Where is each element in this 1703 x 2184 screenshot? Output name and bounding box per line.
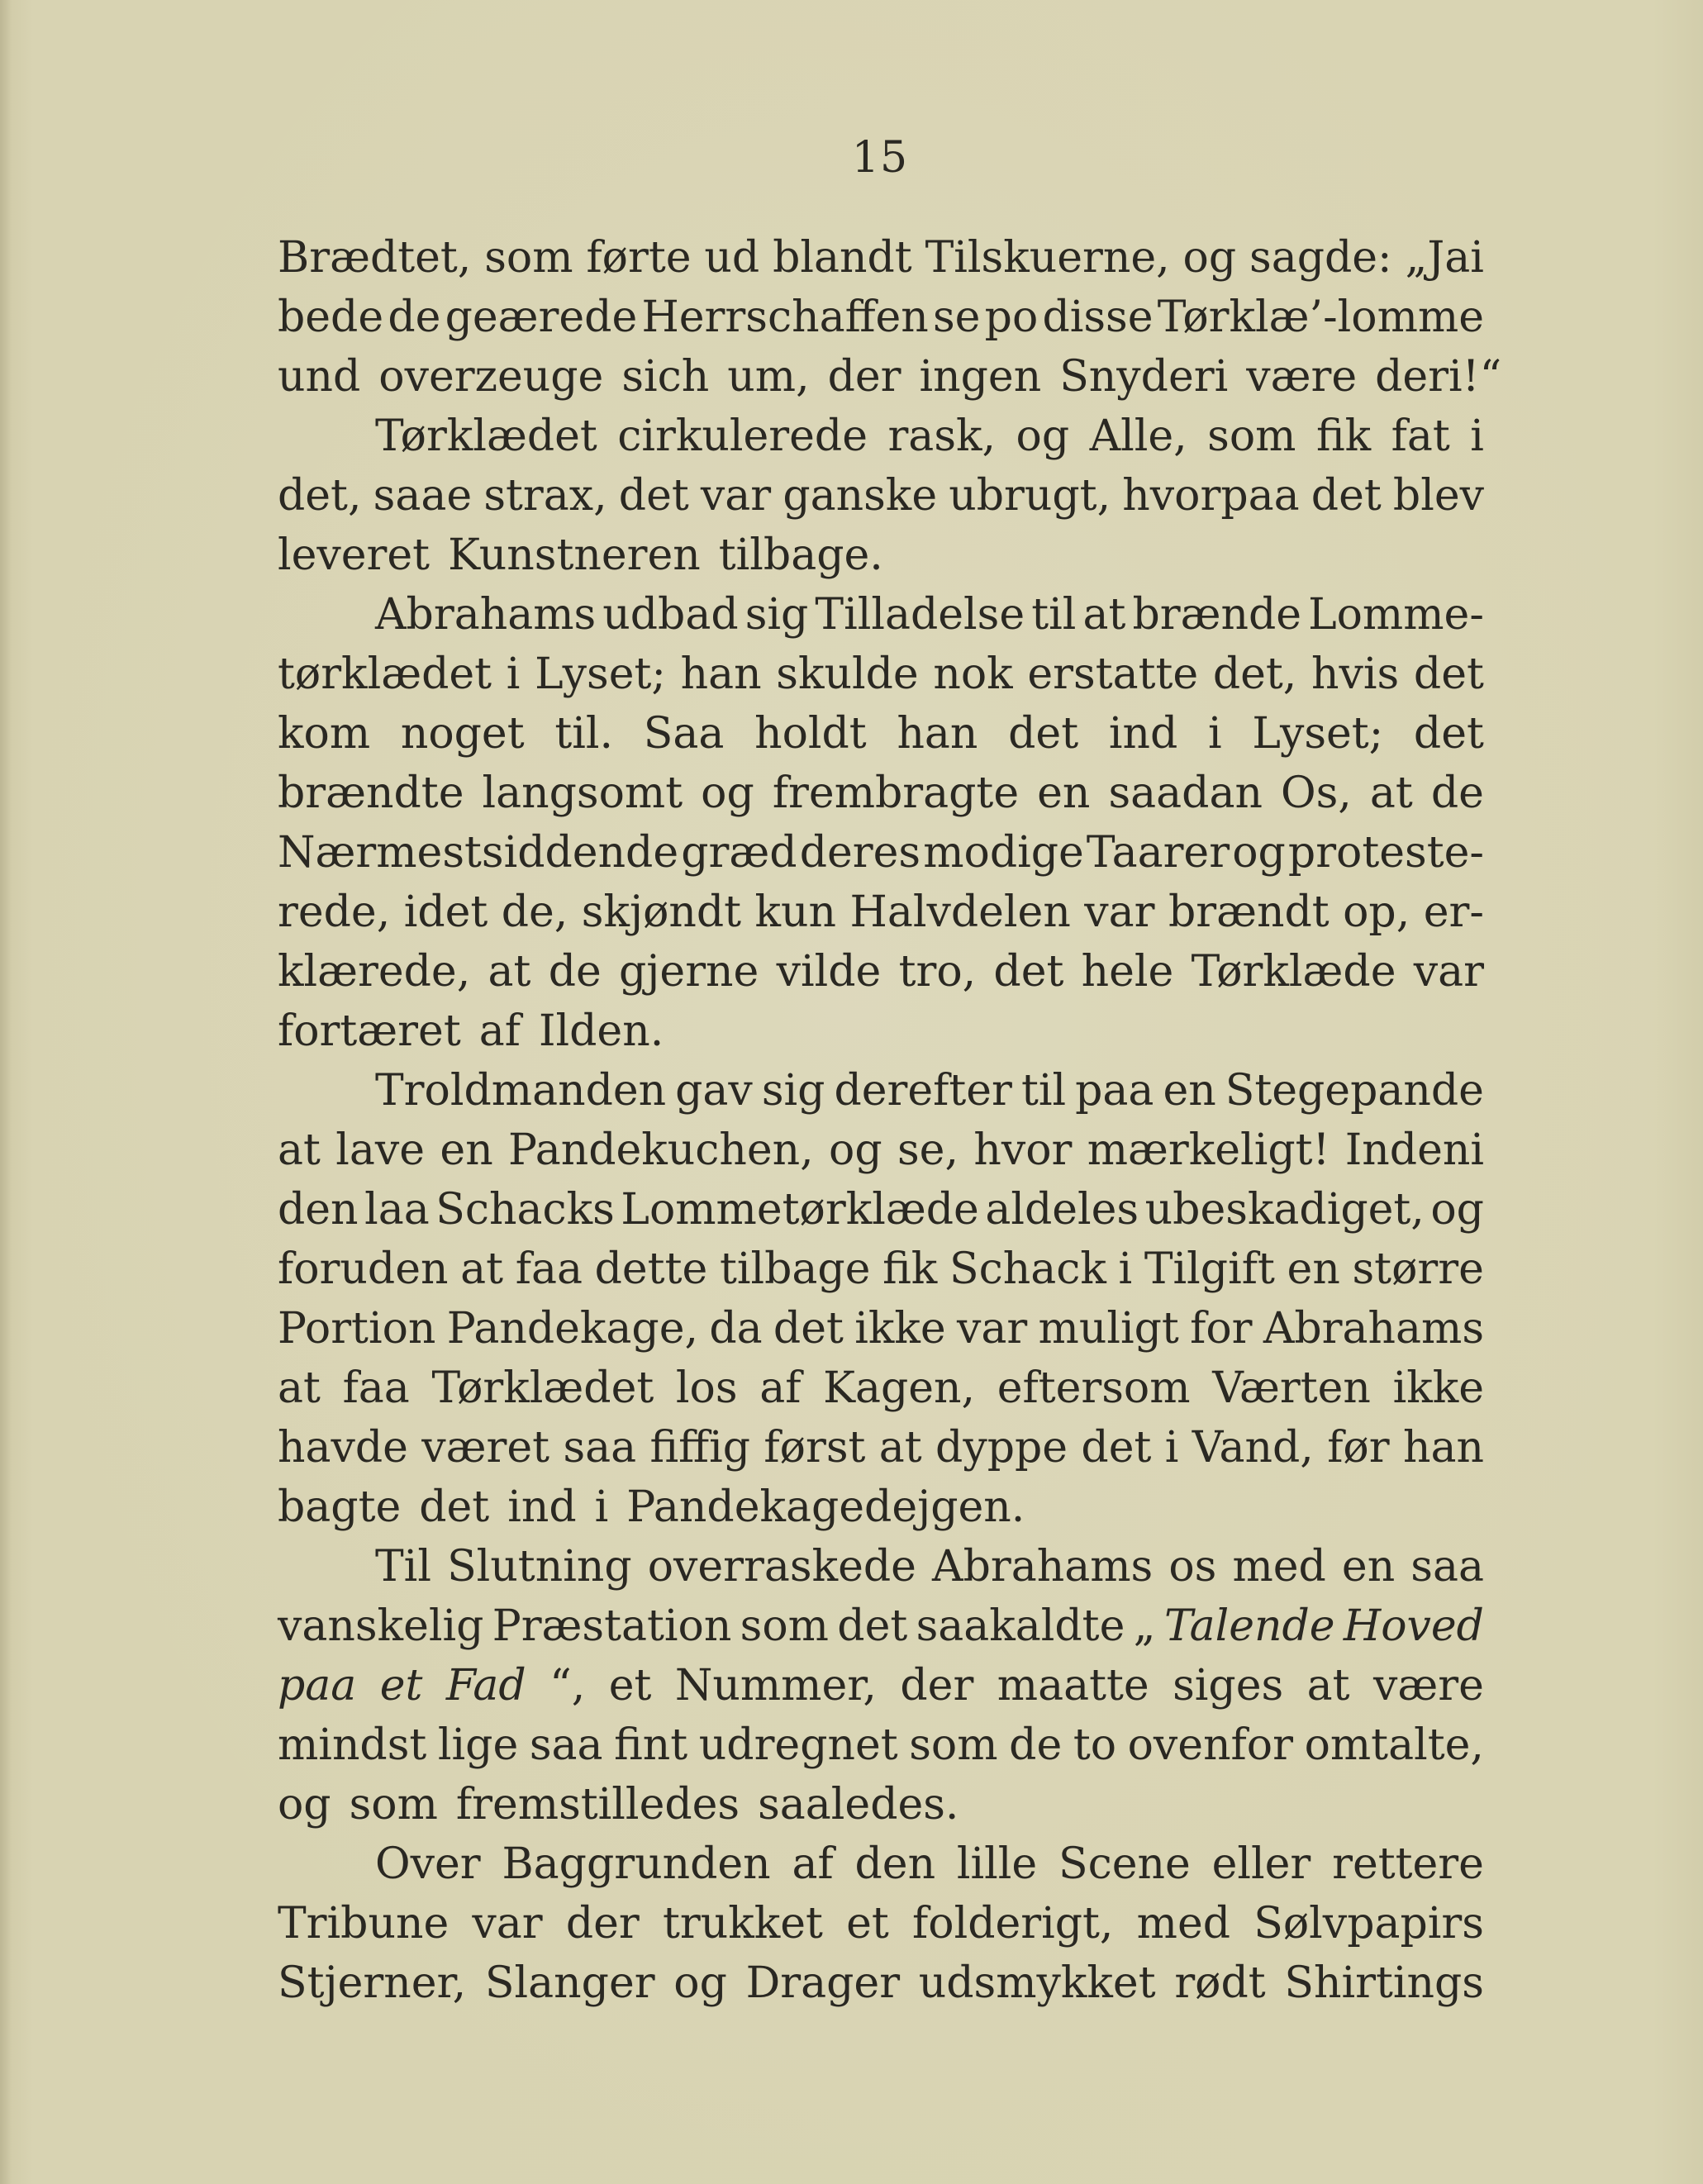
word: fiffig <box>649 1423 751 1473</box>
word: som <box>1207 412 1296 461</box>
word: fik <box>1315 412 1372 461</box>
word: til <box>1020 1066 1067 1116</box>
word: en <box>1341 1542 1396 1592</box>
word: blandt <box>773 233 912 283</box>
word: Lyset; <box>1252 709 1384 759</box>
text-line <box>278 526 1484 585</box>
word: et <box>608 1661 652 1711</box>
word: sig <box>744 590 809 640</box>
word: frembragte <box>772 768 1020 818</box>
word: Slutning <box>447 1542 632 1592</box>
text-line <box>278 883 1484 942</box>
word: førte <box>586 233 692 283</box>
word: mærkeligt! <box>1087 1125 1330 1175</box>
word: po <box>984 293 1039 342</box>
word: cirkulerede <box>617 412 868 461</box>
word: en <box>1287 1244 1340 1294</box>
word: maatte <box>997 1661 1149 1711</box>
text-line <box>278 764 1484 823</box>
word: kom <box>278 709 371 759</box>
word: siges <box>1173 1661 1284 1711</box>
word: græd <box>681 828 797 878</box>
word: Til <box>375 1542 431 1592</box>
word: Vand, <box>1192 1423 1314 1473</box>
word: hvorpaa <box>1122 471 1300 521</box>
word: der <box>565 1899 640 1948</box>
word: var <box>700 471 772 521</box>
text-line <box>278 407 1484 466</box>
word: fremstilledes <box>455 1780 740 1830</box>
word: Alle, <box>1089 412 1187 461</box>
word: som <box>349 1780 438 1830</box>
word: blev <box>1392 471 1484 521</box>
word: modige <box>923 828 1084 878</box>
word: Abrahams <box>1263 1304 1484 1354</box>
word: Hoved <box>1343 1601 1484 1651</box>
word: rask, <box>887 412 997 461</box>
word: Drager <box>745 1958 901 2008</box>
word: de <box>388 293 441 342</box>
word: rettere <box>1332 1839 1484 1889</box>
word: faa <box>515 1244 583 1294</box>
word: Nærmestsiddende <box>278 828 679 878</box>
body-text <box>278 228 1502 2013</box>
word: Abrahams <box>932 1542 1154 1592</box>
word: med <box>1136 1899 1231 1948</box>
text-line <box>278 1656 1484 1715</box>
word: det <box>618 471 689 521</box>
word: faa <box>342 1363 410 1413</box>
word: Sølvpapirs <box>1253 1899 1484 1948</box>
word: Snyderi <box>1059 352 1229 402</box>
text-line <box>278 1894 1484 1953</box>
word: overzeuge <box>378 352 604 402</box>
word: lille <box>956 1839 1038 1889</box>
word: saadan <box>1108 768 1263 818</box>
word: det, <box>1212 649 1297 699</box>
word: det <box>1413 649 1484 699</box>
word: dyppe <box>935 1423 1068 1473</box>
word: af <box>792 1839 834 1889</box>
word: kun <box>754 887 837 937</box>
word: han <box>680 649 762 699</box>
word: de <box>1430 768 1484 818</box>
word: Præstation <box>492 1601 732 1651</box>
word: Scene <box>1058 1839 1191 1889</box>
word: det <box>1008 709 1079 759</box>
word: i <box>1118 1244 1133 1294</box>
word: er- <box>1423 887 1484 937</box>
word: Pandekuchen, <box>508 1125 814 1175</box>
word: da <box>709 1304 763 1354</box>
word: overraskede <box>647 1542 916 1592</box>
text-line <box>278 1002 1484 1061</box>
word: den <box>854 1839 936 1889</box>
word: til <box>1031 590 1077 640</box>
word: Pandekagedejgen. <box>626 1482 1025 1532</box>
word: dette <box>594 1244 708 1294</box>
word: og <box>673 1958 727 2008</box>
word: Tørklæde <box>1191 947 1396 997</box>
word: rødt <box>1174 1958 1266 2008</box>
word: saae <box>373 471 473 521</box>
text-line <box>278 942 1484 1002</box>
word: nok <box>933 649 1013 699</box>
word: trukket <box>663 1899 823 1948</box>
text-line <box>278 1537 1484 1596</box>
word: var <box>1084 887 1155 937</box>
word: “, <box>549 1661 586 1711</box>
word: en <box>1037 768 1091 818</box>
word: et <box>846 1899 889 1948</box>
text-line <box>278 347 1502 407</box>
word: og <box>829 1125 882 1175</box>
word: saa <box>1410 1542 1484 1592</box>
word: lige <box>437 1720 519 1770</box>
word: og <box>278 1780 331 1830</box>
word: sig <box>761 1066 825 1116</box>
word: brændt <box>1168 887 1330 937</box>
word: Pandekage, <box>446 1304 698 1354</box>
word: og <box>1016 412 1070 461</box>
word: deres <box>799 828 921 878</box>
word: fint <box>614 1720 688 1770</box>
word: idet <box>403 887 488 937</box>
word: los <box>675 1363 738 1413</box>
word: saaledes. <box>758 1780 959 1830</box>
word: og <box>1430 1185 1484 1235</box>
word: til. <box>554 709 614 759</box>
word: Kunstneren <box>448 531 701 580</box>
word: se, <box>897 1125 959 1175</box>
word: laa <box>364 1185 430 1235</box>
word: det <box>419 1482 490 1532</box>
word: Schacks <box>435 1185 615 1235</box>
word: udsmykket <box>918 1958 1156 2008</box>
word: og <box>701 768 754 818</box>
word: „Jai <box>1405 233 1484 283</box>
word: de, <box>501 887 568 937</box>
word: at <box>488 947 531 997</box>
word: vilde <box>776 947 882 997</box>
word: Over <box>375 1839 481 1889</box>
word: brændte <box>278 768 464 818</box>
word: det <box>1081 1423 1152 1473</box>
word: først <box>763 1423 866 1473</box>
word: den <box>278 1185 359 1235</box>
word: det <box>1413 709 1484 759</box>
word: var <box>956 1304 1028 1354</box>
word: Ilden. <box>538 1006 664 1056</box>
word: en <box>440 1125 493 1175</box>
word: havde <box>278 1423 408 1473</box>
word: var <box>1413 947 1484 997</box>
word: saakaldte <box>916 1601 1125 1651</box>
word: i <box>506 649 521 699</box>
text-line <box>278 1299 1484 1358</box>
word: de <box>548 947 602 997</box>
word: større <box>1352 1244 1484 1294</box>
word: Herrschaffen <box>641 293 929 342</box>
word: Kagen, <box>823 1363 976 1413</box>
word: Stegepande <box>1225 1066 1484 1116</box>
word: det <box>993 947 1064 997</box>
word: var <box>472 1899 543 1948</box>
word: eller <box>1211 1839 1311 1889</box>
word: fik <box>882 1244 938 1294</box>
word: Halvdelen <box>849 887 1071 937</box>
text-line <box>278 1358 1484 1418</box>
word: Abrahams <box>375 590 597 640</box>
text-line <box>278 1715 1484 1775</box>
word: omtalte, <box>1304 1720 1484 1770</box>
word: at <box>278 1125 321 1175</box>
word: Tilgift <box>1144 1244 1275 1294</box>
word: at <box>278 1363 321 1413</box>
word: Nummer, <box>674 1661 877 1711</box>
word: Tilladelse <box>815 590 1025 640</box>
word: hvis <box>1311 649 1400 699</box>
text-line <box>278 585 1484 645</box>
word: geærede <box>445 293 638 342</box>
word: været <box>421 1423 550 1473</box>
text-line <box>278 1834 1484 1894</box>
word: ikke <box>854 1304 946 1354</box>
text-line <box>278 823 1484 883</box>
word: Saa <box>643 709 725 759</box>
word: Taarer <box>1086 828 1230 878</box>
word: og <box>1182 233 1237 283</box>
word: gav <box>675 1066 753 1116</box>
word: tilbage <box>719 1244 871 1294</box>
word: Tilskuerne, <box>925 233 1170 283</box>
word: at <box>878 1423 922 1473</box>
word: tilbage. <box>718 531 883 580</box>
word: saa <box>563 1423 637 1473</box>
word: rede, <box>278 887 391 937</box>
word: Troldmanden <box>375 1066 667 1116</box>
word: strax, <box>483 471 607 521</box>
word: være <box>1246 352 1358 402</box>
word: hele <box>1081 947 1174 997</box>
word: os <box>1168 1542 1217 1592</box>
word: Tribune <box>278 1899 450 1948</box>
word: en <box>1163 1066 1216 1116</box>
word: af <box>478 1006 521 1056</box>
word: Indeni <box>1344 1125 1484 1175</box>
word: um, <box>727 352 810 402</box>
page-number: 15 <box>851 133 909 183</box>
word: Værten <box>1212 1363 1371 1413</box>
word: ind <box>1108 709 1178 759</box>
word: saa <box>529 1720 603 1770</box>
word: udregnet <box>698 1720 898 1770</box>
word: de <box>1009 1720 1063 1770</box>
word: et <box>379 1661 423 1711</box>
text-line <box>278 1061 1484 1121</box>
word: erstatte <box>1027 649 1199 699</box>
word: noget <box>400 709 525 759</box>
word: Lyset; <box>535 649 666 699</box>
text-line <box>278 1477 1484 1537</box>
text-line <box>278 704 1484 764</box>
word: Baggrunden <box>502 1839 771 1889</box>
text-line <box>278 228 1484 288</box>
word: hvor <box>973 1125 1073 1175</box>
word: skulde <box>776 649 919 699</box>
word: ind <box>507 1482 577 1532</box>
word: und <box>278 352 361 402</box>
word: i <box>594 1482 609 1532</box>
word: i <box>1207 709 1222 759</box>
word: af <box>759 1363 802 1413</box>
word: det, <box>278 471 362 521</box>
word: vanskelig <box>278 1601 484 1651</box>
word: gjerne <box>619 947 759 997</box>
word: i <box>1470 412 1484 461</box>
word: det <box>773 1304 844 1354</box>
word: sagde: <box>1249 233 1392 283</box>
word: Lommetørklæde <box>621 1185 979 1235</box>
word: bede <box>278 293 384 342</box>
word: at <box>1082 590 1126 640</box>
word: med <box>1232 1542 1326 1592</box>
word: ikke <box>1392 1363 1484 1413</box>
word: langsomt <box>482 768 683 818</box>
text-line <box>278 1596 1484 1656</box>
word: bagte <box>278 1482 402 1532</box>
word: og <box>1232 828 1286 878</box>
word: muligt <box>1038 1304 1179 1354</box>
word: ganske <box>783 471 938 521</box>
word: sich <box>621 352 710 402</box>
word: det <box>837 1601 908 1651</box>
word: tro, <box>898 947 977 997</box>
word: skjøndt <box>581 887 742 937</box>
word: folderigt, <box>912 1899 1114 1948</box>
word: to <box>1073 1720 1117 1770</box>
word: Shirtings <box>1284 1958 1484 2008</box>
word: derefter <box>834 1066 1012 1116</box>
word: eftersom <box>997 1363 1191 1413</box>
word: ubeskadiget, <box>1144 1185 1425 1235</box>
word: brænde <box>1132 590 1302 640</box>
word: han <box>1402 1423 1484 1473</box>
word: leveret <box>278 531 431 580</box>
word: i <box>1164 1423 1179 1473</box>
word: Lomme- <box>1308 590 1484 640</box>
word: det <box>1311 471 1382 521</box>
word: udbad <box>602 590 739 640</box>
word: foruden <box>278 1244 449 1294</box>
word: at <box>460 1244 504 1294</box>
word: ingen <box>919 352 1042 402</box>
word: paa <box>278 1661 357 1711</box>
word: Tørklædet <box>375 412 597 461</box>
word: som <box>909 1720 998 1770</box>
text-line <box>278 1180 1484 1240</box>
text-line <box>278 645 1484 704</box>
word: tørklædet <box>278 649 492 699</box>
word: paa <box>1075 1066 1154 1116</box>
word: klærede, <box>278 947 471 997</box>
text-line <box>278 1953 1484 2013</box>
word: fortæret <box>278 1006 461 1056</box>
word: før <box>1327 1423 1390 1473</box>
word: op, <box>1343 887 1410 937</box>
word: „ <box>1133 1601 1156 1651</box>
word: for <box>1190 1304 1253 1354</box>
word: Fad <box>445 1661 526 1711</box>
word: aldeles <box>985 1185 1139 1235</box>
word: disse <box>1042 293 1154 342</box>
word: at <box>1369 768 1413 818</box>
word: Tørklæ’-lomme <box>1157 293 1484 342</box>
text-line <box>278 288 1484 347</box>
word: ubrugt, <box>949 471 1111 521</box>
word: Tørklædet <box>431 1363 654 1413</box>
word: ud <box>704 233 760 283</box>
word: som <box>740 1601 829 1651</box>
text-line <box>278 1240 1484 1299</box>
word: lave <box>335 1125 426 1175</box>
word: Os, <box>1280 768 1352 818</box>
word: Portion <box>278 1304 436 1354</box>
word: ovenfor <box>1127 1720 1293 1770</box>
word: se <box>932 293 981 342</box>
word: Brædtet, <box>278 233 472 283</box>
text-line <box>278 1418 1484 1477</box>
page-edge-shadow <box>0 0 12 2184</box>
word: være <box>1372 1661 1484 1711</box>
word: Stjerner, <box>278 1958 467 2008</box>
word: proteste- <box>1287 828 1484 878</box>
word: som <box>484 233 573 283</box>
word: der <box>900 1661 974 1711</box>
word: Talende <box>1163 1601 1335 1651</box>
word: han <box>897 709 978 759</box>
word: der <box>827 352 901 402</box>
word: Schack <box>949 1244 1106 1294</box>
word: Slanger <box>484 1958 655 2008</box>
text-line <box>278 1121 1484 1180</box>
word: fat <box>1391 412 1450 461</box>
word: at <box>1306 1661 1350 1711</box>
text-line <box>278 466 1484 526</box>
text-line <box>278 1775 1484 1834</box>
word: deri!“ <box>1375 352 1502 402</box>
word: holdt <box>754 709 867 759</box>
word: mindst <box>278 1720 427 1770</box>
